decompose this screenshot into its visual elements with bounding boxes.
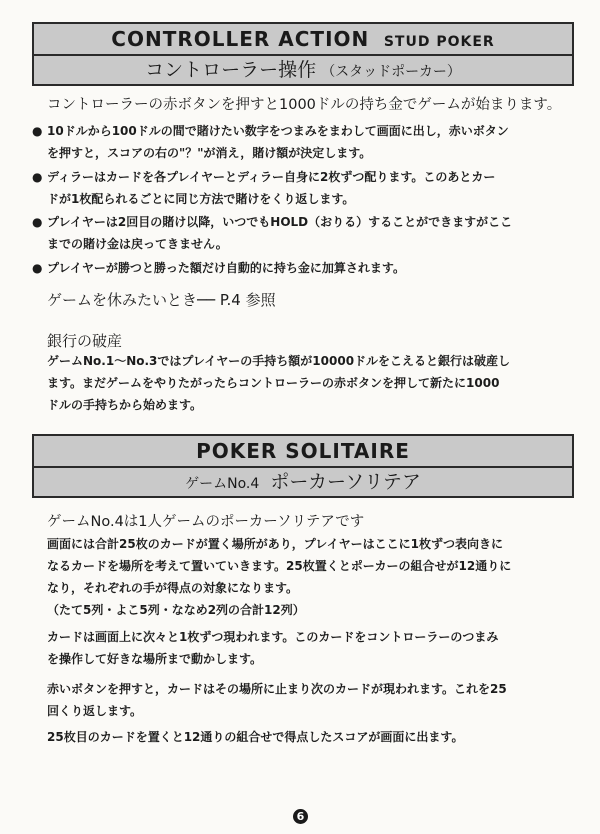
bank-heading: 銀行の破産: [47, 332, 123, 350]
title-controller-action: CONTROLLER ACTION: [111, 27, 370, 51]
solitaire-paragraph-1: 画面には合計25枚のカードが置く場所があり，プレイヤーはここに1枚ずつ表向きに なるカードを場所を考えて置いていきます。25枚置くとポーカーの組合せが12通りに なり，それぞれの手が得点の対象になります。 （たて5列・よこ5列・ななめ2列の合計12列）: [47, 537, 512, 617]
title-jp-solitaire: ポーカーソリテア: [270, 471, 421, 493]
title-stud-poker: STUD POKER: [383, 34, 495, 50]
banner-title-jp: [34, 468, 572, 496]
solitaire-paragraph-4: 25枚目のカードを置くと12通りの組合せで得点したスコアが画面に出ます。: [47, 730, 464, 744]
banner-title-en: [34, 436, 572, 468]
title-jp-stud-poker: （スタッドポーカー）: [321, 64, 461, 80]
title-game-no4: ゲームNo.4: [185, 476, 260, 492]
title-poker-solitaire: POKER SOLITAIRE: [196, 439, 410, 463]
rest-note: ゲームを休みたいとき── P.4 参照: [47, 291, 276, 309]
banner-title-jp: [34, 56, 572, 84]
bullet-dot-icon: ●: [32, 170, 43, 184]
bullet-dot-icon: ●: [32, 215, 43, 229]
section1-lead: コントローラーの赤ボタンを押すと1000ドルの持ち金でゲームが始まります。: [47, 97, 562, 113]
bullet-dot-icon: ●: [32, 261, 43, 275]
banner-title-en: [34, 24, 572, 56]
solitaire-paragraph-3: 赤いボタンを押すと，カードはその場所に止まり次のカードが現われます。これを25 回くり返します。: [47, 682, 507, 718]
bank-paragraph: ゲームNo.1〜No.3ではプレイヤーの手持ち額が10000ドルをこえると銀行は破産し ます。まだゲームをやりたがったらコントローラーの赤ボタンを押して新たに1000 ドルの手持ちから始めます。: [47, 354, 511, 412]
bullet-item: ● プレイヤーは2回目の賭け以降，いつでもHOLD（おりる）することができますがここ までの賭け金は戻ってきません。: [32, 211, 560, 255]
solitaire-paragraph-2: カードは画面上に次々と1枚ずつ現われます。このカードをコントローラーのつまみ を操作して好きな場所まで動かします。: [47, 630, 499, 666]
bullet-dot-icon: ●: [32, 124, 43, 138]
bullet-item: ● ディラーはカードを各プレイヤーとディラー自身に2枚ずつ配ります。このあとカー ドが1枚配られるごとに同じ方法で賭けをくり返します。: [32, 166, 560, 210]
section-banner-poker-solitaire: [32, 434, 574, 498]
page-number: 6: [293, 809, 308, 824]
section2-lead: ゲームNo.4は1人ゲームのポーカーソリテアです: [47, 514, 365, 530]
bullet-item: ● プレイヤーが勝つと勝った額だけ自動的に持ち金に加算されます。: [32, 257, 560, 279]
section-banner-controller-action: [32, 22, 574, 86]
bullet-item: ● 10ドルから100ドルの間で賭けたい数字をつまみをまわして画面に出し，赤いボタン を押すと，スコアの右の"？"が消え，賭け額が決定します。: [32, 120, 560, 164]
title-jp-controller: コントローラー操作: [145, 59, 317, 81]
